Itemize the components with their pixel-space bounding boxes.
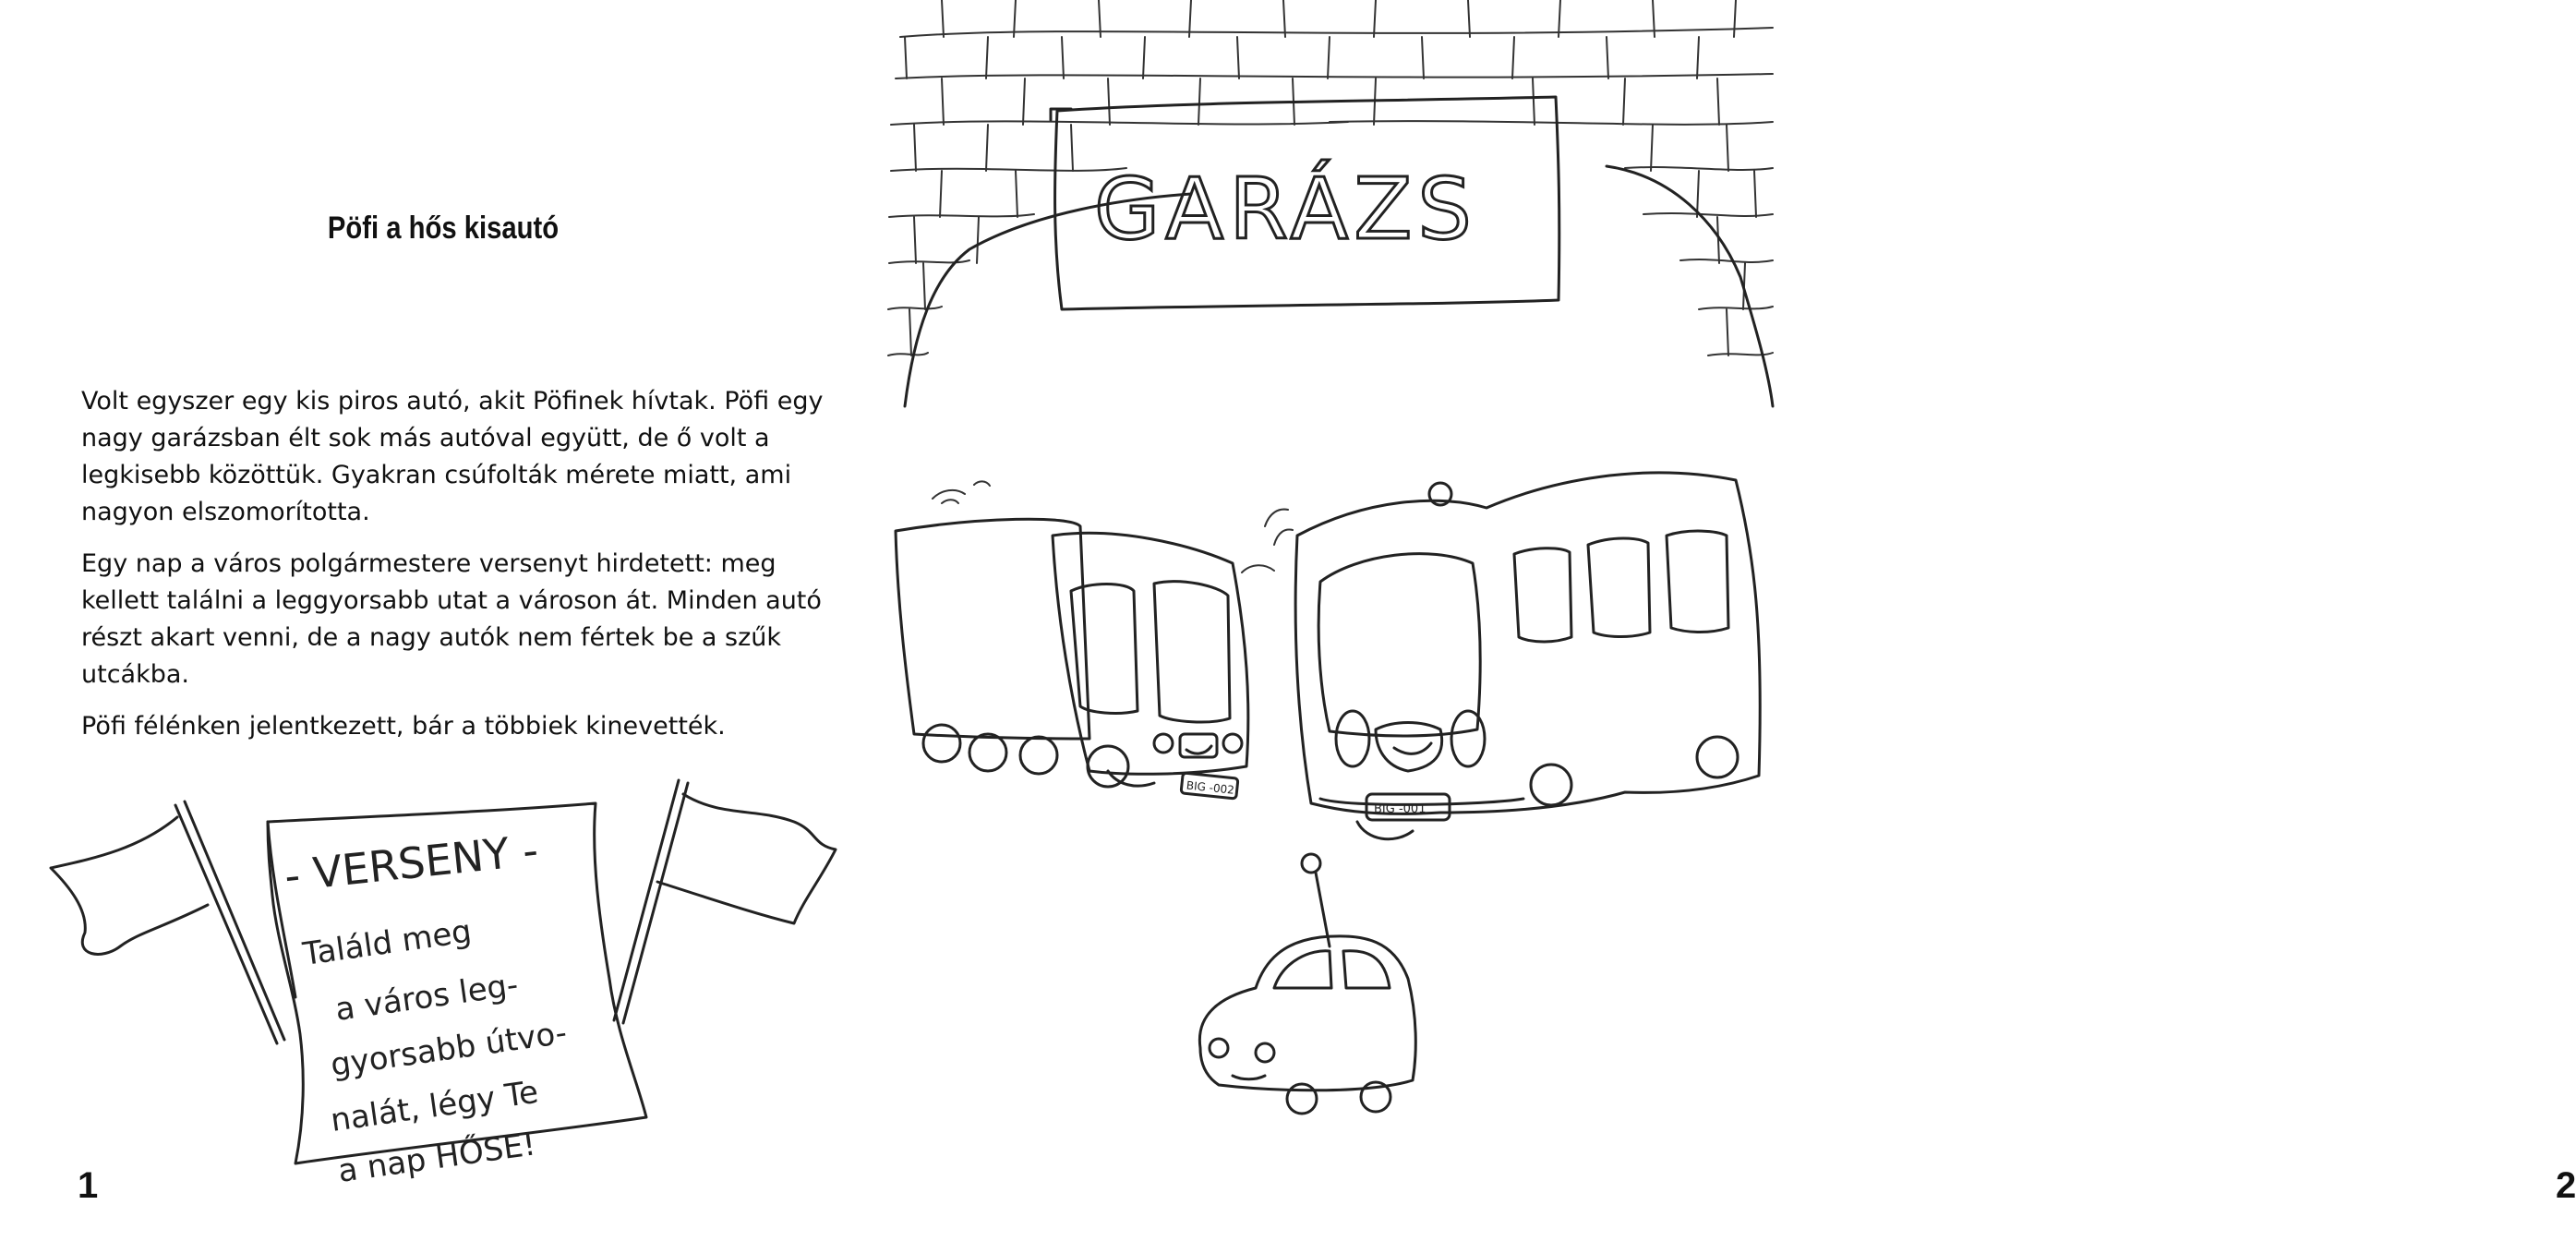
story-paragraph-1: Volt egyszer egy kis piros autó, akit Pöfinek hívtak. Pöfi egy nagy garázsban élt sok más autóval együtt, de ő volt a legkisebb közöttük. Gyakran csúfolták mérete miatt, ami nagyon elszomorította. — [81, 387, 824, 526]
left-page — [0, 0, 886, 1253]
truck-window-right — [1154, 582, 1230, 722]
truck-window-left — [1071, 584, 1138, 714]
bus-illustration — [1256, 443, 1773, 859]
brick-wall-illustration — [886, 0, 1773, 406]
poster-line-1: Találd meg — [300, 912, 475, 973]
poster-line-4: nalát, légy Te — [328, 1073, 541, 1139]
story-paragraph-2: Egy nap a város polgármestere versenyt hirdetett: meg kellett találni a leggyorsabb utat a városon át. Minden autó részt akart venni, de a nagy autók nem fértek be a szűk utcákba. — [81, 549, 822, 689]
poster-line-5: a nap HŐSE! — [335, 1126, 538, 1190]
bus-plate: BIG -001 — [1374, 802, 1426, 816]
page-number-right: 2 — [2556, 1165, 2576, 1206]
story-title: Pöfi a hős kisautó — [327, 211, 560, 246]
poster-line-3: gyorsabb útvo- — [328, 1014, 570, 1084]
right-page — [886, 0, 2576, 1253]
race-poster-illustration — [0, 776, 886, 1237]
bus-windshield — [1318, 554, 1480, 736]
poster-curl — [268, 822, 295, 997]
bus-window-3 — [1667, 531, 1728, 632]
poster-heading: - VERSENY - — [282, 825, 541, 901]
left-flag — [51, 817, 208, 954]
garage-sign-text: GARÁZS — [1094, 160, 1477, 259]
poster-line-2: a város leg- — [332, 966, 521, 1029]
bus-window-1 — [1514, 548, 1571, 642]
car-window-back — [1343, 951, 1390, 988]
bus-body — [1295, 473, 1760, 813]
page-number-left: 1 — [78, 1165, 99, 1206]
car-body — [1199, 936, 1415, 1090]
right-flag-pole — [614, 780, 688, 1023]
truck-illustration — [886, 462, 1311, 831]
small-car-pofi-illustration — [1182, 849, 1459, 1126]
story-text — [81, 383, 857, 760]
right-flag — [657, 794, 836, 923]
story-paragraph-3: Pöfi félénken jelentkezett, bár a többiek kinevették. — [81, 712, 726, 741]
truck-plate: BIG -002 — [1186, 778, 1235, 797]
bus-window-2 — [1588, 538, 1650, 637]
car-window-front — [1274, 951, 1331, 988]
